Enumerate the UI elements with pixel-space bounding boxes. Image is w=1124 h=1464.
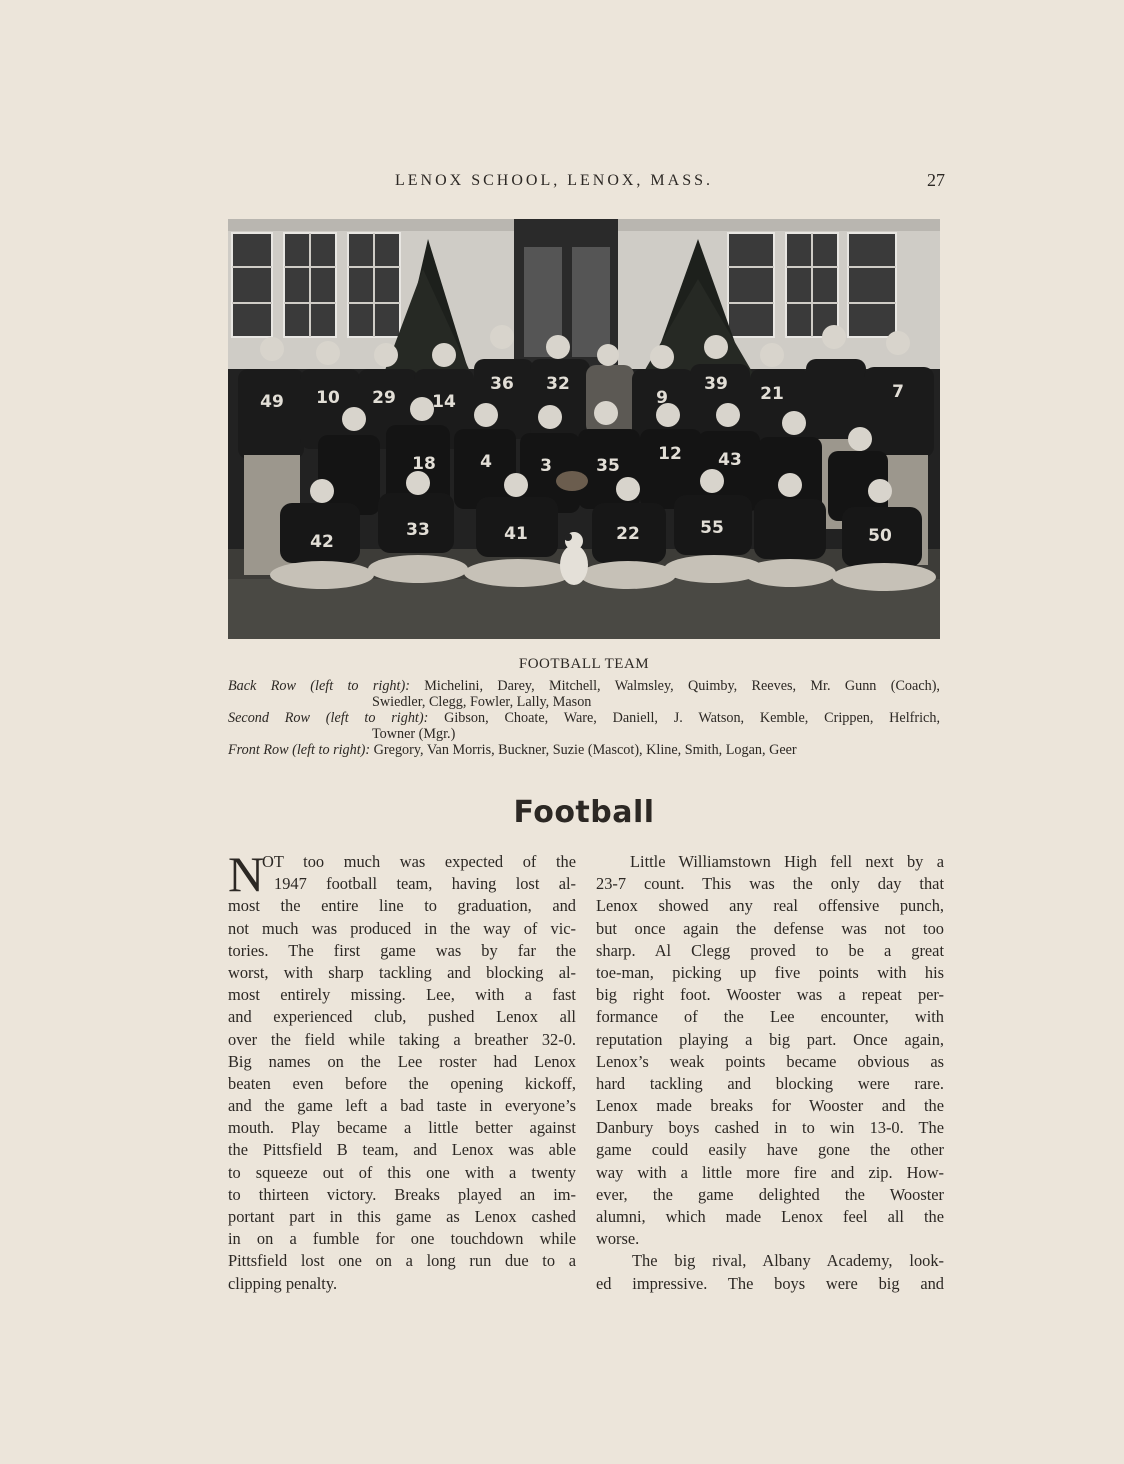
caption-back-row-label: Back Row (left to right): xyxy=(228,678,410,694)
article-line: most entirely missing. Lee, with a fast xyxy=(228,985,576,1005)
drop-cap: N xyxy=(228,846,265,902)
article-line: way with a little more fire and zip. How- xyxy=(596,1162,944,1182)
article-line: Lenox showed any real offensive punch, xyxy=(596,896,944,916)
jersey-number: 10 xyxy=(316,388,340,408)
article-line: the Pittsfield B team, and Lenox was able xyxy=(228,1140,576,1160)
jersey-number: 29 xyxy=(372,388,396,408)
jersey-number: 49 xyxy=(260,392,284,412)
article-line: hard tackling and blocking were rare. xyxy=(596,1073,944,1093)
jersey-number: 21 xyxy=(760,384,784,404)
jersey-number: 22 xyxy=(616,524,640,544)
article-line: ever, the game delighted the Wooster xyxy=(596,1184,944,1204)
article-line: mouth. Play became a little better against xyxy=(228,1118,576,1138)
article-line: sharp. Al Clegg proved to be a great xyxy=(596,940,944,960)
jersey-number: 18 xyxy=(412,454,436,474)
article-line: tories. The first game was by far the xyxy=(228,940,576,960)
team-photo-illustration xyxy=(228,219,940,639)
article-line: worse. xyxy=(596,1229,640,1249)
article-line: Little Williamstown High fell next by a xyxy=(630,852,944,871)
caption-second-row-names: Gibson, Choate, Ware, Daniell, J. Watson, Kemble, Crippen, Helfrich, xyxy=(444,710,940,726)
jersey-number: 41 xyxy=(504,524,528,544)
article-line: but once again the defense was not too xyxy=(596,918,944,938)
jersey-number: 42 xyxy=(310,532,334,552)
jersey-number: 3 xyxy=(540,456,552,476)
jersey-number: 14 xyxy=(432,392,456,412)
article-line: Big names on the Lee roster had Lenox xyxy=(228,1051,576,1071)
article-line: OT too much was expected of the xyxy=(262,852,576,871)
article-line: The big rival, Albany Academy, look- xyxy=(632,1251,944,1271)
article-title: Football xyxy=(513,795,655,830)
article-line: most the entire line to graduation, and xyxy=(228,896,576,916)
article-line: to thirteen victory. Breaks played an im- xyxy=(228,1184,576,1204)
article-column-right xyxy=(596,851,944,1295)
article-line: to squeeze out of this one with a twenty xyxy=(228,1162,576,1182)
jersey-number: 4 xyxy=(480,452,492,472)
article-line: beaten even before the opening kickoff, xyxy=(228,1073,576,1093)
caption-back-row-names: Michelini, Darey, Mitchell, Walmsley, Quimby, Reeves, Mr. Gunn (Coach), xyxy=(424,678,940,694)
page-number: 27 xyxy=(927,170,945,190)
article-line: reputation playing a big part. Once again, xyxy=(596,1029,944,1049)
jersey-number: 12 xyxy=(658,444,682,464)
article-line: ed impressive. The boys were big and xyxy=(596,1273,944,1293)
article-line: game could easily have gone the other xyxy=(596,1140,944,1160)
jersey-number: 43 xyxy=(718,450,742,470)
caption-second-row-line xyxy=(228,710,940,726)
article-line: alumni, which made Lenox feel all the xyxy=(596,1207,944,1226)
jersey-number: 32 xyxy=(546,374,570,394)
article-line: portant part in this game as Lenox cashed xyxy=(228,1207,576,1226)
article-line: Lenox’s weak points became obvious as xyxy=(596,1051,944,1071)
jersey-number: 33 xyxy=(406,520,430,540)
article-line: big right foot. Wooster was a repeat per- xyxy=(596,985,944,1005)
jersey-number: 7 xyxy=(892,382,904,402)
jersey-number: 36 xyxy=(490,374,514,394)
article-line: and experienced club, pushed Lenox all xyxy=(228,1007,576,1027)
caption-front-row-names: Gregory, Van Morris, Buckner, Suzie (Mascot), Kline, Smith, Logan, Geer xyxy=(373,742,797,758)
article-line: Lenox made breaks for Wooster and the xyxy=(596,1096,944,1116)
caption-back-row-line xyxy=(228,678,940,694)
caption-back-row-names-cont: Swiedler, Clegg, Fowler, Lally, Mason xyxy=(372,694,592,710)
caption-second-row-names-cont: Towner (Mgr.) xyxy=(372,726,456,742)
jersey-number: 9 xyxy=(656,388,668,408)
article-line: in on a fumble for one touchdown while xyxy=(228,1229,576,1249)
caption-title: FOOTBALL TEAM xyxy=(518,656,650,672)
article-line: over the field while taking a breather 32-0. xyxy=(228,1029,576,1049)
caption-front-row xyxy=(228,742,940,758)
jersey-number: 50 xyxy=(868,526,892,546)
jersey-number: 35 xyxy=(596,456,620,476)
caption-front-row-label: Front Row (left to right): xyxy=(228,742,371,758)
article-line: 1947 football team, having lost al- xyxy=(274,874,576,894)
caption-back-row xyxy=(228,678,940,710)
caption-second-row xyxy=(228,710,940,742)
caption-second-row-label: Second Row (left to right): xyxy=(228,710,429,726)
caption-front-row-line xyxy=(228,742,940,758)
article-line: clipping penalty. xyxy=(228,1273,338,1293)
article-line: toe-man, picking up five points with his xyxy=(596,962,944,982)
article-line: formance of the Lee encounter, with xyxy=(596,1007,944,1027)
article-line: not much was produced in the way of vic- xyxy=(228,918,576,938)
school-name: LENOX SCHOOL, LENOX, MASS. xyxy=(395,172,714,189)
article-line: Danbury boys cashed in to win 13-0. The xyxy=(596,1118,944,1138)
jersey-number: 39 xyxy=(704,374,728,394)
article-column-left xyxy=(228,846,576,1295)
article-line: and the game left a bad taste in everyone’s xyxy=(228,1096,576,1116)
jersey-number: 55 xyxy=(700,518,724,538)
article-line: worst, with sharp tackling and blocking al- xyxy=(228,962,576,982)
article-line: 23-7 count. This was the only day that xyxy=(596,874,944,894)
article-line: Pittsfield lost one on a long run due to a xyxy=(228,1251,576,1271)
team-photo xyxy=(228,219,940,639)
